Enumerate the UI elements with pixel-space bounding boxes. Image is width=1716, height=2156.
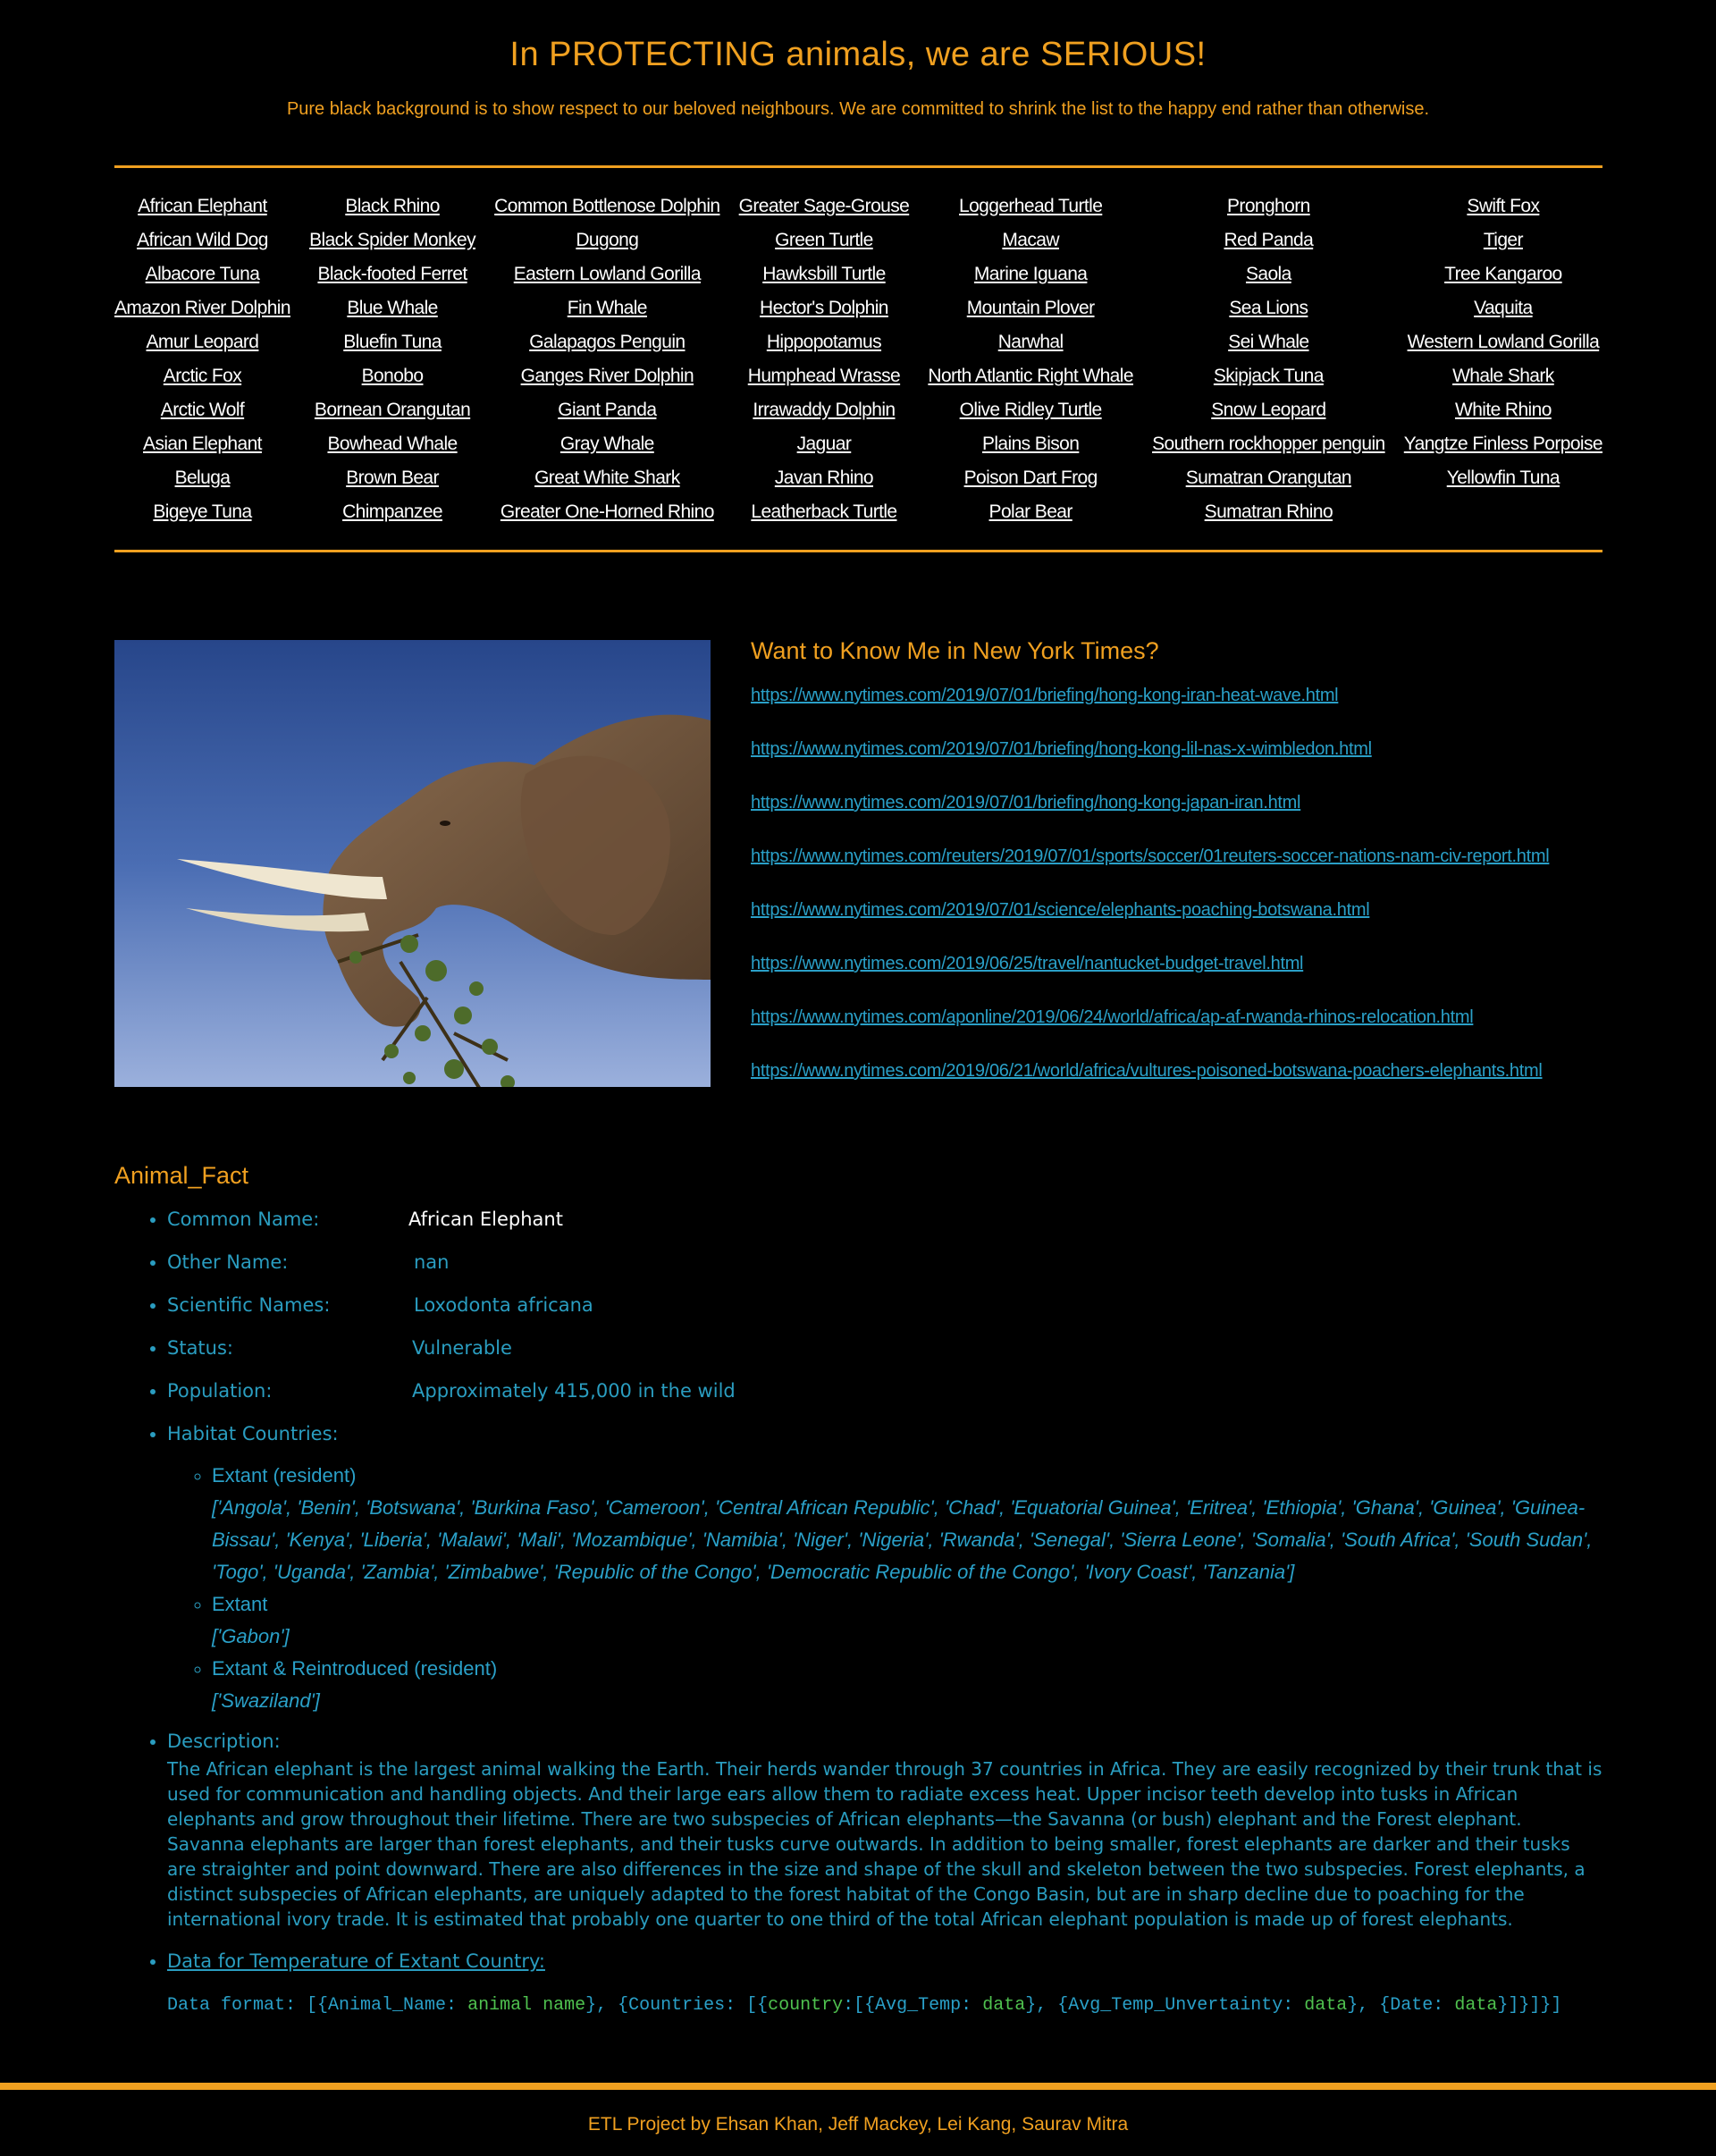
data-format-data: data <box>1304 1995 1348 2016</box>
fact-status <box>167 1335 1602 1361</box>
data-format-mid: }, {Date: <box>1347 1995 1455 2016</box>
data-format-mid: :[{Avg_Temp: <box>843 1995 983 2016</box>
animal-link[interactable]: African Elephant <box>138 196 267 216</box>
animal-link[interactable]: Hawksbill Turtle <box>762 264 886 284</box>
nyt-article-link[interactable]: https://www.nytimes.com/2019/07/01/briefing/hong-kong-lil-nas-x-wimbledon.html <box>751 739 1372 759</box>
animal-link[interactable]: Brown Bear <box>346 467 439 488</box>
animal-link[interactable]: Macaw <box>1002 230 1059 250</box>
animal-link[interactable]: Yangtze Finless Porpoise <box>1403 434 1602 454</box>
animal-link[interactable]: Black Rhino <box>345 196 440 216</box>
animal-link[interactable]: North Atlantic Right Whale <box>928 366 1133 386</box>
scientific-name-label: • Scientific Names: <box>167 1294 331 1316</box>
elephant-photo <box>114 640 711 1087</box>
animal-link[interactable]: Sea Lions <box>1229 298 1308 318</box>
habitat-countries: ['Swaziland'] <box>212 1689 320 1712</box>
animal-link[interactable]: Bluefin Tuna <box>343 332 442 352</box>
nyt-article-link[interactable]: https://www.nytimes.com/2019/07/01/science/elephants-poaching-botswana.html <box>751 900 1370 920</box>
fact-population <box>167 1377 1602 1404</box>
animal-link[interactable]: Fin Whale <box>567 298 647 318</box>
other-name-value: nan <box>414 1251 450 1273</box>
nyt-section <box>751 637 1604 1108</box>
animal-link[interactable]: Irrawaddy Dolphin <box>753 400 896 420</box>
animal-link[interactable]: Eastern Lowland Gorilla <box>513 264 701 284</box>
animal-link[interactable]: Sumatran Rhino <box>1204 501 1333 522</box>
fact-temperature <box>167 1948 1602 2019</box>
animal-link[interactable]: African Wild Dog <box>137 230 268 250</box>
animal-link[interactable]: Saola <box>1245 264 1291 284</box>
animal-link[interactable]: Ganges River Dolphin <box>520 366 694 386</box>
animal-link[interactable]: Bonobo <box>361 366 424 386</box>
animal-link[interactable]: Leatherback Turtle <box>751 501 897 522</box>
animal-link[interactable]: Asian Elephant <box>143 434 262 454</box>
animal-link[interactable]: Blue Whale <box>347 298 438 318</box>
habitat-countries: ['Gabon'] <box>212 1625 290 1647</box>
habitat-item <box>212 1460 1602 1588</box>
animal-link[interactable]: Vaquita <box>1474 298 1533 318</box>
nyt-article-link[interactable]: https://www.nytimes.com/aponline/2019/06/24/world/africa/ap-af-rwanda-rhinos-relocation.html <box>751 1007 1474 1027</box>
habitat-list <box>212 1460 1602 1717</box>
animal-link[interactable]: Tree Kangaroo <box>1444 264 1562 284</box>
habitat-label: Habitat Countries: <box>167 1423 339 1444</box>
animal-link[interactable]: Swift Fox <box>1467 196 1540 216</box>
animal-link[interactable]: Chimpanzee <box>342 501 442 522</box>
nyt-article-link[interactable]: https://www.nytimes.com/2019/07/01/briefing/hong-kong-japan-iran.html <box>751 793 1301 813</box>
habitat-status: Extant <box>212 1593 268 1615</box>
animal-link[interactable]: Humphead Wrasse <box>747 366 901 386</box>
animal-link[interactable]: Western Lowland Gorilla <box>1407 332 1600 352</box>
footer-credits: ETL Project by Ehsan Khan, Jeff Mackey, Lei Kang, Saurav Mitra <box>587 2114 1129 2135</box>
bottom-divider <box>114 550 1602 552</box>
nyt-article-link[interactable]: https://www.nytimes.com/reuters/2019/07/01/sports/soccer/01reuters-soccer-nations-nam-civ-report.html <box>751 846 1550 866</box>
animal-link[interactable]: Dugong <box>576 230 639 250</box>
animal-link[interactable]: Galapagos Penguin <box>529 332 686 352</box>
animal-link[interactable]: Bowhead Whale <box>327 434 458 454</box>
page-subtitle: Pure black background is to show respect to our beloved neighbours. We are committed to shrink the list to the happy end rather than otherwise. <box>286 99 1430 119</box>
page-title: In PROTECTING animals, we are SERIOUS! <box>509 36 1207 73</box>
top-divider <box>114 165 1602 168</box>
animal-link[interactable]: Green Turtle <box>775 230 873 250</box>
animal-column <box>114 189 290 529</box>
fact-description <box>167 1728 1602 1932</box>
description-label: Description: <box>167 1731 281 1752</box>
animal-column <box>494 189 719 529</box>
animal-column <box>1404 189 1602 529</box>
animal-link[interactable]: Amazon River Dolphin <box>114 298 290 318</box>
animal-link[interactable]: Loggerhead Turtle <box>959 196 1103 216</box>
animal-column <box>928 189 1133 529</box>
data-format-data: data <box>1454 1995 1498 2016</box>
animal-link[interactable]: Black Spider Monkey <box>309 230 475 250</box>
animal-link[interactable]: Sumatran Orangutan <box>1185 467 1352 488</box>
animal-link[interactable]: Gray Whale <box>559 434 654 454</box>
status-value: Vulnerable <box>412 1337 512 1359</box>
animal-link[interactable]: Olive Ridley Turtle <box>959 400 1102 420</box>
status-label: • Status: <box>167 1337 233 1359</box>
data-format-text <box>167 1992 1602 2019</box>
fact-scientific-name <box>167 1292 1602 1318</box>
animal-link[interactable]: Polar Bear <box>988 501 1072 522</box>
animal-link[interactable]: Arctic Fox <box>163 366 242 386</box>
animal-link[interactable]: Greater Sage-Grouse <box>738 196 910 216</box>
fact-common-name <box>167 1206 1602 1233</box>
data-format-animal-name: animal name <box>467 1995 586 2016</box>
nyt-title: Want to Know Me in New York Times? <box>751 637 1159 664</box>
animal-link[interactable]: Poison Dart Frog <box>963 467 1098 488</box>
animal-link[interactable]: Black-footed Ferret <box>317 264 467 284</box>
animal-link[interactable]: Southern rockhopper penguin <box>1152 434 1385 454</box>
animal-link[interactable]: Hippopotamus <box>766 332 882 352</box>
nyt-link-list <box>751 679 1604 1087</box>
animal-link[interactable]: Marine Iguana <box>973 264 1088 284</box>
animal-link[interactable]: Javan Rhino <box>774 467 874 488</box>
animal-link[interactable]: Mountain Plover <box>966 298 1095 318</box>
animal-link[interactable]: Hector's Dolphin <box>760 298 888 318</box>
animal-link[interactable]: Greater One-Horned Rhino <box>500 501 714 522</box>
fact-other-name <box>167 1249 1602 1276</box>
animal-link[interactable]: Jaguar <box>796 434 852 454</box>
page-header <box>0 0 1716 120</box>
temperature-data-link[interactable]: Data for Temperature of Extant Country: <box>167 1950 545 1972</box>
other-name-label: • Other Name: <box>167 1251 289 1273</box>
nyt-article-link[interactable]: https://www.nytimes.com/2019/06/25/travel/nantucket-budget-travel.html <box>751 954 1304 973</box>
animal-link[interactable]: Skipjack Tuna <box>1213 366 1324 386</box>
animal-link[interactable]: Giant Panda <box>558 400 657 420</box>
description-text: The African elephant is the largest animal walking the Earth. Their herds wander through 37 countries in Africa. They are easily recognized by their trunk that is used for communication and handling objects. And their large ears allow them to radiate excess heat. Upper incisor teeth develop into tusks in African elephants and grow throughout their lifetime. There are two subspecies of African elephants—the Savanna (or bush) elephant and the Forest elephant. Savanna elephants are larger than forest elephants, and their tusks curve outwards. In addition to being smaller, forest elephants are darker and their tusks are straighter and point downward. There are also differences in the size and shape of the skull and skeleton between the two subspecies. Forest elephants, a distinct subspecies of African elephants, are uniquely adapted to the forest habitat of the Congo Basin, but are in sharp decline due to poaching for the international ivory trade. It is estimated that probably one quarter to one third of the total African elephant population is made up of forest elephants. <box>167 1758 1602 1930</box>
animal-link[interactable]: Tiger <box>1483 230 1523 250</box>
data-format-suffix: }]}]}] <box>1497 1995 1562 2016</box>
nyt-article-link[interactable]: https://www.nytimes.com/2019/07/01/briefing/hong-kong-iran-heat-wave.html <box>751 686 1339 705</box>
habitat-item <box>212 1653 1602 1717</box>
animal-column <box>309 189 475 529</box>
animal-link[interactable]: Sei Whale <box>1228 332 1309 352</box>
animal-link[interactable]: Amur Leopard <box>146 332 259 352</box>
habitat-countries: ['Angola', 'Benin', 'Botswana', 'Burkina Faso', 'Cameroon', 'Central African Republic', 'Chad', 'Equatorial Guinea', 'Eritrea', 'Ethiopia', 'Ghana', 'Guinea', 'Guinea-Bissau', 'Kenya', 'Liberia', 'Malawi', 'Mali', 'Mozambique', 'Namibia', 'Niger', 'Nigeria', 'Rwanda', 'Senegal', 'Sierra Leone', 'Somalia', 'South Africa', 'South Sudan', 'Togo', 'Uganda', 'Zambia', 'Zimbabwe', 'Republic of the Congo', 'Democratic Republic of the Congo', 'Ivory Coast', 'Tanzania'] <box>212 1496 1593 1583</box>
fact-habitat <box>167 1420 1602 1717</box>
animal-fact-title: Animal_Fact <box>114 1162 249 1189</box>
animal-column <box>739 189 910 529</box>
animal-link[interactable]: White Rhino <box>1454 400 1552 420</box>
animal-link[interactable]: Plains Bison <box>981 434 1080 454</box>
data-format-prefix: Data format: [{Animal_Name: <box>167 1995 468 2016</box>
common-name-value: African Elephant <box>408 1209 563 1230</box>
animal-fact-section <box>114 1162 1602 2035</box>
habitat-status: Extant & Reintroduced (resident) <box>212 1657 498 1680</box>
animal-link[interactable]: Bigeye Tuna <box>153 501 252 522</box>
common-name-label: • Common Name: <box>167 1209 320 1230</box>
animal-link[interactable]: Whale Shark <box>1452 366 1554 386</box>
data-format-data: data <box>982 1995 1026 2016</box>
animal-link[interactable]: Pronghorn <box>1227 196 1310 216</box>
footer-bar <box>0 2083 1716 2090</box>
animal-link[interactable]: Yellowfin Tuna <box>1446 467 1560 488</box>
animal-link[interactable]: Beluga <box>174 467 231 488</box>
animal-link[interactable]: Narwhal <box>997 332 1064 352</box>
animal-link[interactable]: Red Panda <box>1224 230 1314 250</box>
scientific-name-value: Loxodonta africana <box>414 1294 593 1316</box>
animal-link[interactable]: Arctic Wolf <box>160 400 245 420</box>
habitat-item <box>212 1588 1602 1653</box>
fact-list <box>167 1206 1602 2019</box>
animal-links-grid <box>114 189 1602 529</box>
data-format-mid: }, {Avg_Temp_Unvertainty: <box>1025 1995 1305 2016</box>
animal-link[interactable]: Great White Shark <box>534 467 680 488</box>
animal-link[interactable]: Bornean Orangutan <box>314 400 471 420</box>
animal-column <box>1152 189 1385 529</box>
population-value: Approximately 415,000 in the wild <box>412 1380 736 1402</box>
nyt-article-link[interactable]: https://www.nytimes.com/2019/06/21/world/africa/vultures-poisoned-botswana-poachers-elephants.html <box>751 1061 1543 1081</box>
habitat-status: Extant (resident) <box>212 1464 357 1486</box>
data-format-country: country <box>768 1995 844 2016</box>
animal-link[interactable]: Albacore Tuna <box>145 264 260 284</box>
population-label: • Population: <box>167 1380 273 1402</box>
animal-link[interactable]: Snow Leopard <box>1211 400 1326 420</box>
data-format-mid: }, {Countries: [{ <box>585 1995 769 2016</box>
animal-link[interactable]: Common Bottlenose Dolphin <box>494 196 720 216</box>
